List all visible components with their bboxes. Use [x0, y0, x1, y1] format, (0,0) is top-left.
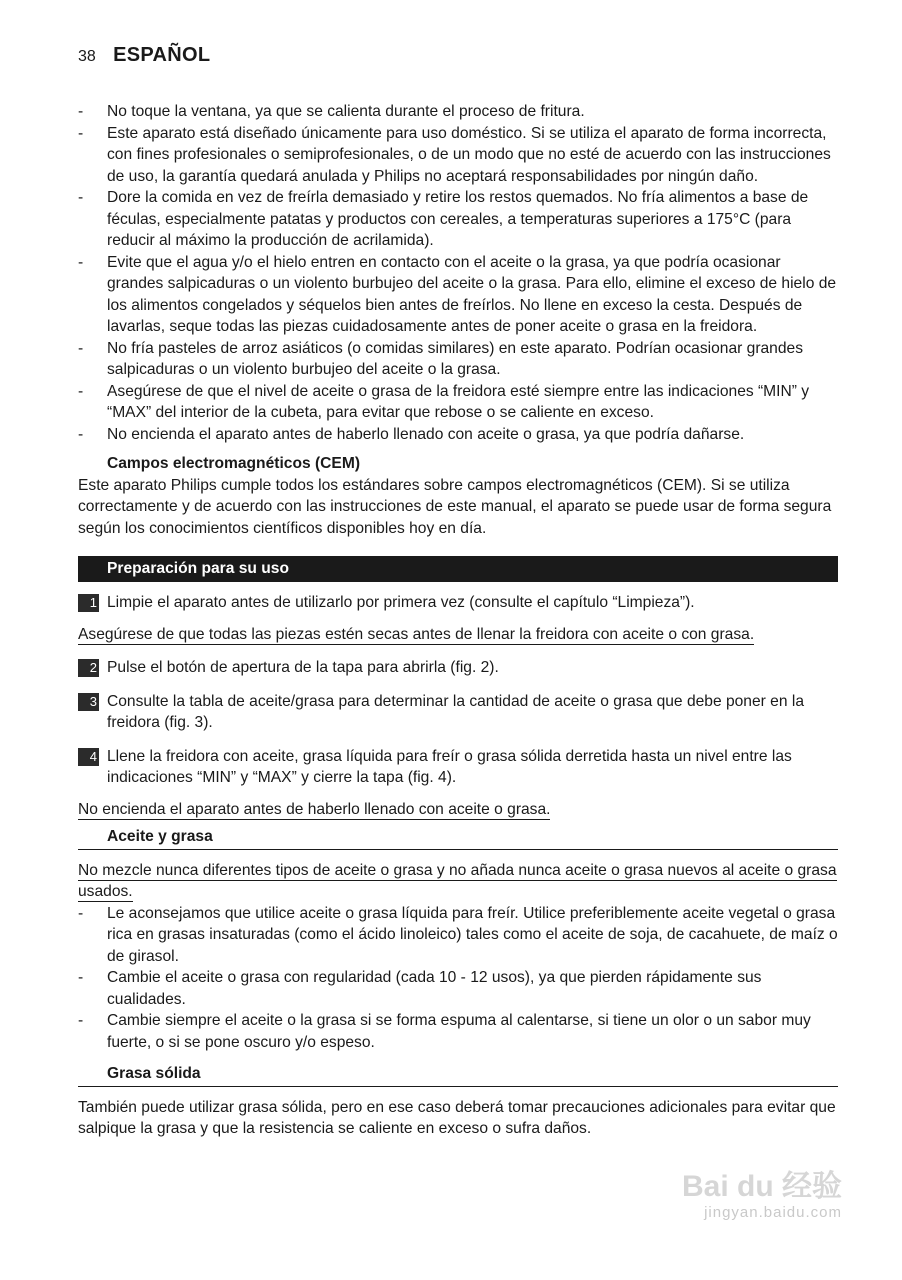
- step-number-badge: 2: [78, 659, 99, 677]
- step-number-badge: 4: [78, 748, 99, 766]
- step-3: [78, 691, 838, 734]
- watermark-brand: Bai du 经验: [681, 1170, 842, 1203]
- page-number: 38: [78, 48, 96, 65]
- step-2: [78, 657, 838, 679]
- watermark-url: jingyan.baidu.com: [704, 1204, 842, 1221]
- section-bar-preparation: Preparación para su uso: [78, 556, 838, 582]
- warning-switch-on: No encienda el aparato antes de haberlo llenado con aceite o grasa.: [78, 800, 551, 818]
- list-item: - Este aparato está diseñado únicamente para uso doméstico. Si se utiliza el aparato de forma incorrecta, con fines profesionales o semiprofesionales, o de un modo que no esté de acuerdo con las instrucciones de uso, la garantía quedará anulada y Philips no aceptará responsabilidades por ningún daño.: [78, 123, 838, 188]
- safety-bullet-list: [78, 101, 838, 445]
- step-text: Pulse el botón de apertura de la tapa para abrirla (fig. 2).: [107, 659, 499, 676]
- list-item: - Evite que el agua y/o el hielo entren en contacto con el aceite o la grasa, ya que podría ocasionar grandes salpicaduras o un violento burbujeo del aceite o la grasa. Para ello, elimine el exceso de hielo de los alimentos congelados y séquelos bien antes de freírlos. No llene en exceso la cesta. Después de lavarlas, seque todas las piezas cuidadosamente antes de poner aceite o grasa en la freidora.: [78, 252, 838, 338]
- list-item: - Cambie el aceite o grasa con regularidad (cada 10 - 12 usos), ya que pierden rápidamente sus cualidades.: [78, 967, 838, 1010]
- warning-dry-parts: Asegúrese de que todas las piezas estén secas antes de llenar la freidora con aceite o con grasa.: [78, 625, 755, 643]
- page-content: [78, 101, 838, 1140]
- oil-bullet-list: [78, 903, 838, 1054]
- cem-paragraph: Este aparato Philips cumple todos los estándares sobre campos electromagnéticos (CEM). Si se utiliza correctamente y de acuerdo con las instrucciones de este manual, el aparato se puede usar de forma segura según los conocimientos científicos disponibles hoy en día.: [78, 476, 832, 537]
- list-item: - Dore la comida en vez de freírla demasiado y retire los restos quemados. No fría alimentos a base de féculas, especialmente patatas y productos con cereales, a temperaturas superiores a 175°C (para reducir al máximo la producción de acrilamida).: [78, 187, 838, 252]
- oil-fat-heading: Aceite y grasa: [78, 826, 838, 850]
- step-number-badge: 3: [78, 693, 99, 711]
- page-header: [78, 44, 210, 67]
- list-item: - Le aconsejamos que utilice aceite o grasa líquida para freír. Utilice preferiblemente aceite vegetal o grasa rica en grasas insaturadas (como el ácido linoleico) tales como el aceite de soja, de cacahuete, de maíz o de girasol.: [78, 903, 838, 968]
- language-heading: ESPAÑOL: [113, 44, 211, 66]
- solid-fat-heading: Grasa sólida: [78, 1063, 838, 1087]
- warning-mixing-oil: No mezcle nunca diferentes tipos de aceite o grasa y no añada nunca aceite o grasa nuevos al aceite o grasa usados.: [78, 861, 837, 900]
- step-text: Limpie el aparato antes de utilizarlo por primera vez (consulte el capítulo “Limpieza”).: [107, 594, 695, 611]
- step-1: [78, 592, 838, 614]
- list-item: - No toque la ventana, ya que se calienta durante el proceso de fritura.: [78, 101, 838, 123]
- list-item: - No fría pasteles de arroz asiáticos (o comidas similares) en este aparato. Podrían ocasionar grandes salpicaduras o un violento burbujeo del aceite o la grasa.: [78, 338, 838, 381]
- list-item: - Cambie siempre el aceite o la grasa si se forma espuma al calentarse, si tiene un olor o un sabor muy fuerte, o si se pone oscuro y/o espeso.: [78, 1010, 838, 1053]
- cem-heading: Campos electromagnéticos (CEM): [107, 455, 361, 472]
- solid-fat-paragraph: También puede utilizar grasa sólida, pero en ese caso deberá tomar precauciones adicionales para evitar que salpique la grasa y que la resistencia se caliente en exceso o sufra daños.: [78, 1098, 836, 1137]
- step-number-badge: 1: [78, 594, 99, 612]
- list-item: - Asegúrese de que el nivel de aceite o grasa de la freidora esté siempre entre las indicaciones “MIN” y “MAX” del interior de la cubeta, para evitar que rebose o se caliente en exceso.: [78, 381, 838, 424]
- step-text: Consulte la tabla de aceite/grasa para determinar la cantidad de aceite o grasa que debe poner en la freidora (fig. 3).: [107, 692, 804, 731]
- step-text: Llene la freidora con aceite, grasa líquida para freír o grasa sólida derretida hasta un nivel entre las indicaciones “MIN” y “MAX” y cierre la tapa (fig. 4).: [107, 747, 792, 786]
- list-item: - No encienda el aparato antes de haberlo llenado con aceite o grasa, ya que podría dañarse.: [78, 424, 838, 446]
- watermark: [652, 1170, 842, 1240]
- step-4: [78, 746, 838, 789]
